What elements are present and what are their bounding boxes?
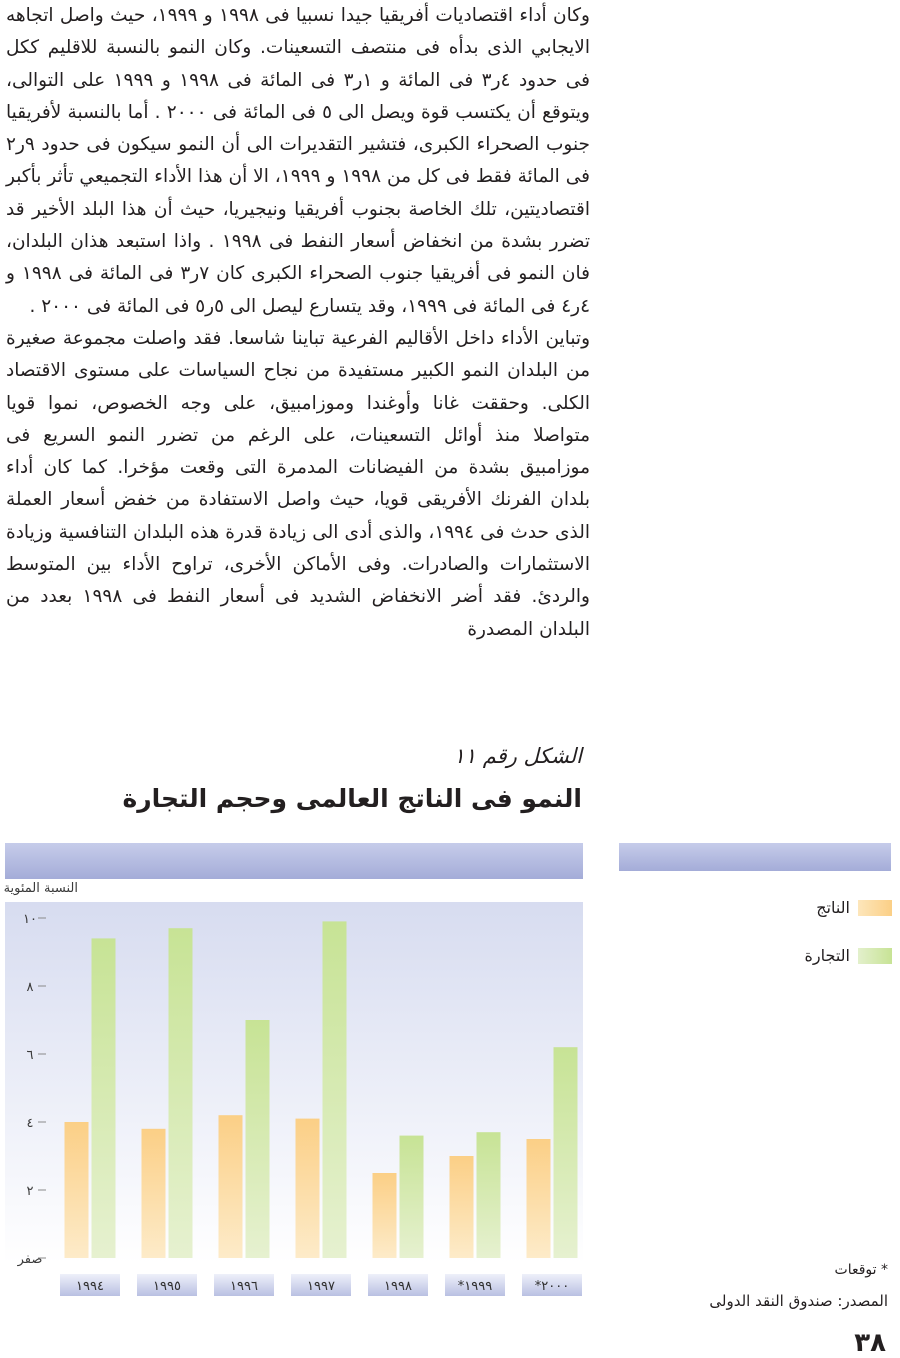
legend-item-gdp <box>816 898 892 917</box>
x-tick-label: ١٩٩٨ <box>384 1279 412 1294</box>
paragraph: وكان أداء اقتصاديات أفريقيا جيدا نسبيا فى ١٩٩٨ و ١٩٩٩، حيث واصل اتجاهه الايجابي الذى بدأه فى منتصف التسعينات. وكان النمو بالنسبة للاقليم ككل فى حدود ٤ر٣ فى المائة و ١ر٣ فى المائة فى ١٩٩٨ و ١٩٩٩ على التوالى، ويتوقع أن يكتسب قوة ويصل الى ٥ فى المائة فى ٢٠٠٠ . أما بالنسبة لأفريقيا جنوب الصحراء الكبرى، فتشير التقديرات الى أن النمو سيكون فى حدود ٩ر٢ فى المائة فقط فى كل من ١٩٩٨ و ١٩٩٩، الا أن هذا الأداء التجميعي تأثر بأكبر اقتصاديتين، تلك الخاصة بجنوب أفريقيا ونيجيريا، حيث أن هذا البلد الأخير قد تضرر بشدة من انخفاض أسعار النفط فى ١٩٩٨ . واذا استبعد هذان البلدان، فان النمو فى أفريقيا جنوب الصحراء الكبرى كان ٧ر٣ فى المائة فى ١٩٩٨ و ٤ر٤ فى المائة فى ١٩٩٩، وقد يتسارع ليصل الى ٥ر٥ فى المائة فى ٢٠٠٠ . <box>6 5 590 317</box>
bar-gdp <box>65 1122 89 1258</box>
bar-trade <box>246 1020 270 1258</box>
bar-trade <box>92 938 116 1258</box>
bar-gdp <box>219 1115 243 1258</box>
bar-chart <box>0 838 590 1308</box>
gdp-swatch <box>858 900 892 916</box>
figure-title: النمو فى الناتج العالمى وحجم التجارة <box>122 784 582 813</box>
bar-trade <box>169 928 193 1258</box>
page-number: ٣٨ <box>854 1328 886 1358</box>
bar-gdp <box>296 1119 320 1258</box>
paragraph: وتباين الأداء داخل الأقاليم الفرعية تباينا شاسعا. فقد واصلت مجموعة صغيرة من البلدان النمو الكبير مستفيدة من نجاح السياسات على مستوى الاقتصاد الكلى. وحققت غانا وأوغندا وموزامبيق، على وجه الخصوص، نموا قويا متواصلا منذ أوائل التسعينات، على الرغم من تضرر النمو السريع فى موزامبيق بشدة من الفيضانات المدمرة التى وقعت مؤخرا. كما كان أداء بلدان الفرنك الأفريقى قويا، حيث واصل الاستفادة من خفض أسعار العملة الذى حدث فى ١٩٩٤، والذى أدى الى زيادة قدرة هذه البلدان التنافسية وزيادة الاستثمارات والصادرات. وفى الأماكن الأخرى، تراوح الأداء بين المتوسط والردئ. فقد أضر الانخفاض الشديد فى أسعار النفط فى ١٩٩٨ بعدد من البلدان المصدرة <box>6 327 591 640</box>
bar-gdp <box>142 1129 166 1258</box>
legend-item-trade <box>805 946 892 965</box>
forecast-note: * توقعات <box>834 1262 888 1278</box>
y-tick-label: ٨ <box>26 980 34 995</box>
x-tick-label: ١٩٩٧ <box>307 1279 335 1294</box>
bar-gdp <box>373 1173 397 1258</box>
y-tick-label: ٤ <box>26 1116 34 1131</box>
y-tick-label: ٢ <box>26 1184 34 1199</box>
y-axis-label: النسبة المئوية <box>3 881 78 896</box>
chart-area <box>0 838 590 1308</box>
bar-gdp <box>450 1156 474 1258</box>
y-tick-label: ١٠ <box>23 912 37 927</box>
legend-label-trade: التجارة <box>804 946 850 965</box>
bar-trade <box>323 921 347 1258</box>
legend-header-band <box>619 843 891 871</box>
bar-trade <box>554 1047 578 1258</box>
legend-label-gdp: الناتج <box>816 898 850 917</box>
bar-trade <box>477 1132 501 1258</box>
body-text <box>6 0 590 646</box>
x-tick-label: ١٩٩٤ <box>76 1279 104 1294</box>
x-tick-label: ١٩٩٦ <box>230 1279 258 1294</box>
bar-gdp <box>527 1139 551 1258</box>
source-note: المصدر: صندوق النقد الدولى <box>709 1292 888 1310</box>
y-tick-label: صفر <box>17 1252 43 1267</box>
bar-trade <box>400 1136 424 1258</box>
figure-number: الشكل رقم ١١ <box>453 744 582 768</box>
x-tick-label: *٢٠٠٠ <box>534 1279 570 1294</box>
y-tick-label: ٦ <box>26 1048 34 1063</box>
x-tick-label: ١٩٩٥ <box>153 1279 181 1294</box>
chart-header-band <box>5 843 583 879</box>
trade-swatch <box>858 948 892 964</box>
x-tick-label: *١٩٩٩ <box>457 1279 493 1294</box>
